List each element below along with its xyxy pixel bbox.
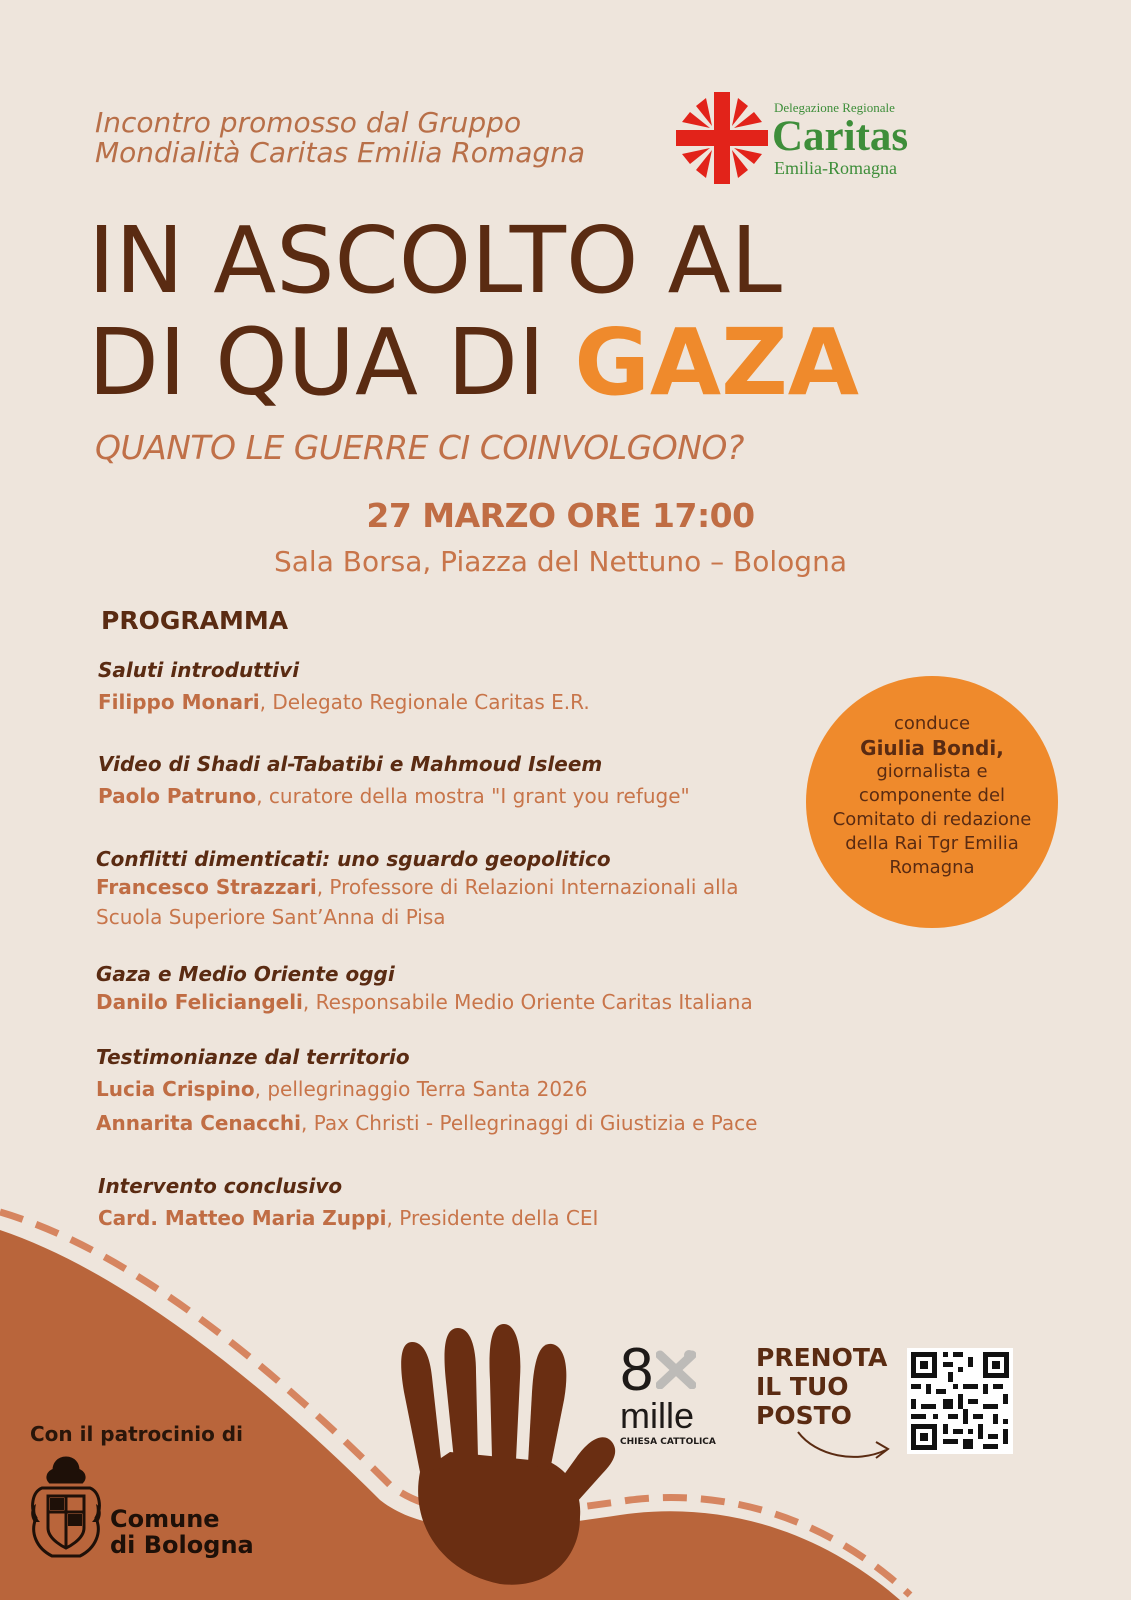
- speaker-line: [96, 872, 816, 902]
- program-session: [96, 961, 816, 1017]
- event-date-text: 27 MARZO ORE 17:00: [366, 496, 755, 535]
- speaker-line: [96, 987, 816, 1017]
- subtitle: QUANTO LE GUERRE CI COINVOLGONO?: [95, 428, 744, 467]
- program-session: [96, 846, 816, 932]
- mille-eight: 8: [620, 1336, 654, 1403]
- speaker-role: , Presidente della CEI: [386, 1206, 599, 1230]
- title-highlight: GAZA: [574, 309, 859, 416]
- program-session: [96, 1044, 816, 1138]
- speaker-role: , Responsabile Medio Oriente Caritas Italiana: [302, 990, 753, 1014]
- qr-code[interactable]: [907, 1348, 1013, 1454]
- booking-text: [756, 1343, 887, 1430]
- speaker-name: Francesco Strazzari: [96, 875, 317, 899]
- logo-caritas: Caritas: [772, 113, 909, 160]
- speaker-name: Filippo Monari: [98, 690, 260, 714]
- event-place: [0, 545, 1131, 578]
- session-title: Saluti introduttivi: [98, 658, 300, 682]
- booking-line-1: PRENOTA: [756, 1343, 888, 1372]
- speaker-role: , Delegato Regionale Caritas E.R.: [259, 690, 590, 714]
- speaker-line: [98, 781, 818, 811]
- speaker-line: [98, 687, 818, 717]
- mille-caption: CHIESA CATTOLICA: [620, 1437, 716, 1447]
- speaker-name: Annarita Cenacchi: [96, 1111, 301, 1135]
- arrow-icon: [796, 1428, 896, 1468]
- moderator-name-suffix: ,: [996, 736, 1004, 760]
- caritas-logo: [676, 92, 926, 192]
- speaker-role: , Professore di Relazioni Internazionali alla: [316, 875, 739, 899]
- session-title: Gaza e Medio Oriente oggi: [96, 962, 395, 986]
- moderator-role-line: Comitato di redazione: [832, 809, 1032, 830]
- session-title: Video di Shadi al-Tabatibi e Mahmoud Isleem: [98, 752, 603, 776]
- caritas-cross-icon: [676, 92, 768, 184]
- patronage-label: Con il patrocinio di: [30, 1422, 243, 1446]
- title-line-1: IN ASCOLTO AL: [88, 207, 782, 314]
- handprint-icon: [380, 1322, 620, 1592]
- mille-x-icon: [656, 1349, 696, 1389]
- moderator-name-line: [806, 736, 1058, 760]
- main-title: [88, 207, 1088, 416]
- promoter-text: [95, 108, 655, 168]
- promo-line-1: Incontro promosso dal Gruppo: [95, 106, 522, 139]
- moderator-role-line: della Rai Tgr Emilia: [845, 833, 1019, 854]
- session-title: Conflitti dimenticati: uno sguardo geopolitico: [96, 847, 611, 871]
- session-title: Testimonianze dal territorio: [96, 1045, 410, 1069]
- moderator-role-line: Romagna: [889, 857, 975, 878]
- speaker-name: Lucia Crispino: [96, 1077, 255, 1101]
- promo-line-2: Mondialità Caritas Emilia Romagna: [95, 136, 586, 169]
- title-line-2-prefix: DI QUA DI: [88, 309, 575, 416]
- moderator-intro: conduce: [893, 713, 971, 734]
- event-date: [0, 496, 1131, 535]
- speaker-name: Danilo Feliciangeli: [96, 990, 303, 1014]
- moderator-role-line: componente del: [858, 785, 1006, 806]
- speaker-line: [96, 1108, 816, 1138]
- program-session: [98, 657, 818, 717]
- speaker-line: [96, 1074, 816, 1104]
- title-line-2: [88, 309, 1088, 416]
- speaker-name: Card. Matteo Maria Zuppi: [98, 1206, 387, 1230]
- logo-region: Emilia-Romagna: [774, 158, 897, 178]
- comune-bologna-text: [110, 1506, 254, 1558]
- program-session: [98, 751, 818, 811]
- session-title: Intervento conclusivo: [98, 1174, 343, 1198]
- 8xmille-logo: [620, 1336, 730, 1453]
- crest-icon: [28, 1452, 104, 1564]
- booking-line-3: POSTO: [756, 1401, 852, 1430]
- comune-line-1: Comune: [110, 1505, 220, 1533]
- moderator-role-line: giornalista e: [876, 761, 988, 782]
- comune-line-2: di Bologna: [110, 1531, 254, 1559]
- speaker-role-continued: Scuola Superiore Sant’Anna di Pisa: [96, 905, 446, 929]
- logo-delegation: Delegazione Regionale: [774, 100, 895, 115]
- program-heading: PROGRAMMA: [101, 606, 289, 635]
- mille-word: mille: [620, 1395, 695, 1436]
- speaker-role: , curatore della mostra "I grant you refuge": [256, 784, 690, 808]
- moderator-name: Giulia Bondi: [860, 736, 997, 760]
- speaker-name: Paolo Patruno: [98, 784, 257, 808]
- event-place-text: Sala Borsa, Piazza del Nettuno – Bologna: [274, 545, 847, 578]
- speaker-role: , pellegrinaggio Terra Santa 2026: [254, 1077, 588, 1101]
- booking-line-2: IL TUO: [756, 1372, 849, 1401]
- speaker-role: , Pax Christi - Pellegrinaggi di Giustizia e Pace: [300, 1111, 758, 1135]
- moderator-circle: [806, 676, 1058, 928]
